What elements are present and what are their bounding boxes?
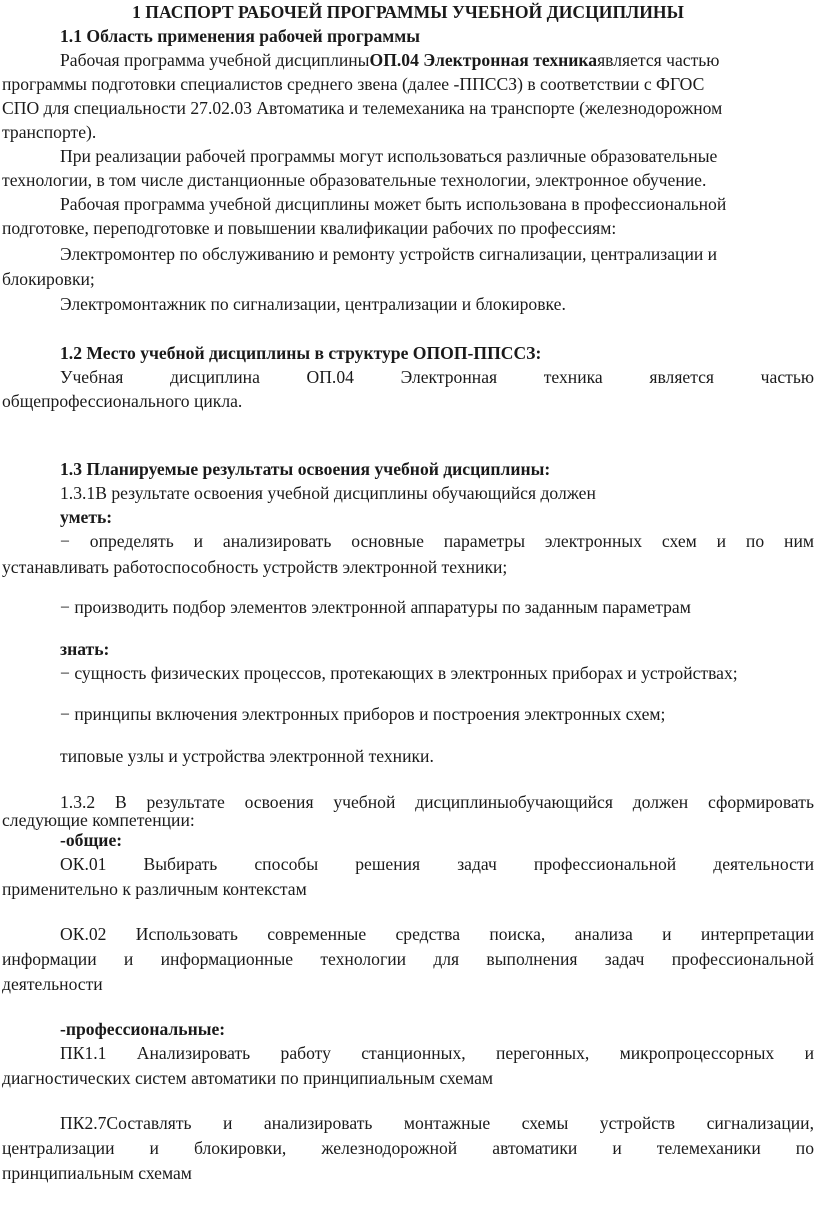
text-line: централизации и блокировки, железнодорожной автоматики и телемеханики по <box>2 1138 814 1158</box>
text-line: деятельности <box>2 974 103 994</box>
text-line: транспорте). <box>2 122 97 142</box>
text-line: устанавливать работоспособность устройств электронной техники; <box>2 557 508 577</box>
text-line: При реализации рабочей программы могут использоваться различные образовательные <box>60 146 718 166</box>
list-item: типовые узлы и устройства электронной техники. <box>60 746 434 766</box>
competency-pk-2-7: ПК2.7Составлять и анализировать монтажные схемы устройств сигнализации, <box>60 1113 814 1133</box>
list-item: − сущность физических процессов, протекающих в электронных приборах и устройствах; <box>60 663 738 683</box>
text-line: следующие компетенции: <box>2 810 195 830</box>
section-1-3-heading: 1.3 Планируемые результаты освоения учебной дисциплины: <box>60 459 551 479</box>
competency-ok-01: ОК.01 Выбирать способы решения задач профессиональной деятельности <box>60 854 814 874</box>
list-item: − принципы включения электронных приборов и построения электронных схем; <box>60 704 666 724</box>
text-line: технологии, в том числе дистанционные образовательные технологии, электронное обучение. <box>2 170 707 190</box>
text-span: является частью <box>597 50 720 70</box>
skills-label: уметь: <box>60 507 113 527</box>
list-item: − производить подбор элементов электронной аппаратуры по заданным параметрам <box>60 597 691 617</box>
text-line: Учебная дисциплина ОП.04 Электронная техника является частью <box>60 367 814 387</box>
text-line: 1.3.2 В результате освоения учебной дисциплиныобучающийся должен сформировать <box>60 792 814 812</box>
text-line: 1.3.1В результате освоения учебной дисциплины обучающийся должен <box>60 483 596 503</box>
section-1-1-paragraph-1-line-1 <box>2 48 814 72</box>
competency-pk-1-1: ПК1.1 Анализировать работу станционных, перегонных, микропроцессорных и <box>60 1043 814 1063</box>
list-item: − определять и анализировать основные параметры электронных схем и по ним <box>60 531 814 551</box>
text-line: блокировки; <box>2 269 95 289</box>
section-1-1-heading: 1.1 Область применения рабочей программы <box>60 26 420 46</box>
text-line: Электромонтер по обслуживанию и ремонту устройств сигнализации, централизации и <box>60 244 718 264</box>
text-line: информации и информационные технологии для выполнения задач профессиональной <box>2 949 814 969</box>
discipline-name: ОП.04 Электронная техника <box>369 50 598 70</box>
text-line: принципиальным схемам <box>2 1163 192 1183</box>
text-line: подготовке, переподготовке и повышении квалификации рабочих по профессиям: <box>2 218 617 238</box>
text-line: применительно к различным контекстам <box>2 879 307 899</box>
professional-competencies-label: -профессиональные: <box>60 1019 226 1039</box>
text-line: СПО для специальности 27.02.03 Автоматика и телемеханика на транспорте (железнодорожном <box>2 98 723 118</box>
text-span: Рабочая программа учебной дисциплины <box>60 50 370 70</box>
competency-ok-02: ОК.02 Использовать современные средства поиска, анализа и интерпретации <box>60 924 814 944</box>
text-line: Электромонтажник по сигнализации, централизации и блокировке. <box>60 294 566 314</box>
section-1-2-heading: 1.2 Место учебной дисциплины в структуре ОПОП-ППССЗ: <box>60 343 542 363</box>
knowledge-label: знать: <box>60 639 110 659</box>
general-competencies-label: -общие: <box>60 830 123 850</box>
text-line: программы подготовки специалистов среднего звена (далее -ППССЗ) в соответствии с ФГОС <box>2 74 705 94</box>
text-line: Рабочая программа учебной дисциплины может быть использована в профессиональной <box>60 194 727 214</box>
text-line: диагностических систем автоматики по принципиальным схемам <box>2 1068 494 1088</box>
text-line: общепрофессионального цикла. <box>2 391 243 411</box>
page-title: 1 ПАСПОРТ РАБОЧЕЙ ПРОГРАММЫ УЧЕБНОЙ ДИСЦИПЛИНЫ <box>132 2 684 22</box>
